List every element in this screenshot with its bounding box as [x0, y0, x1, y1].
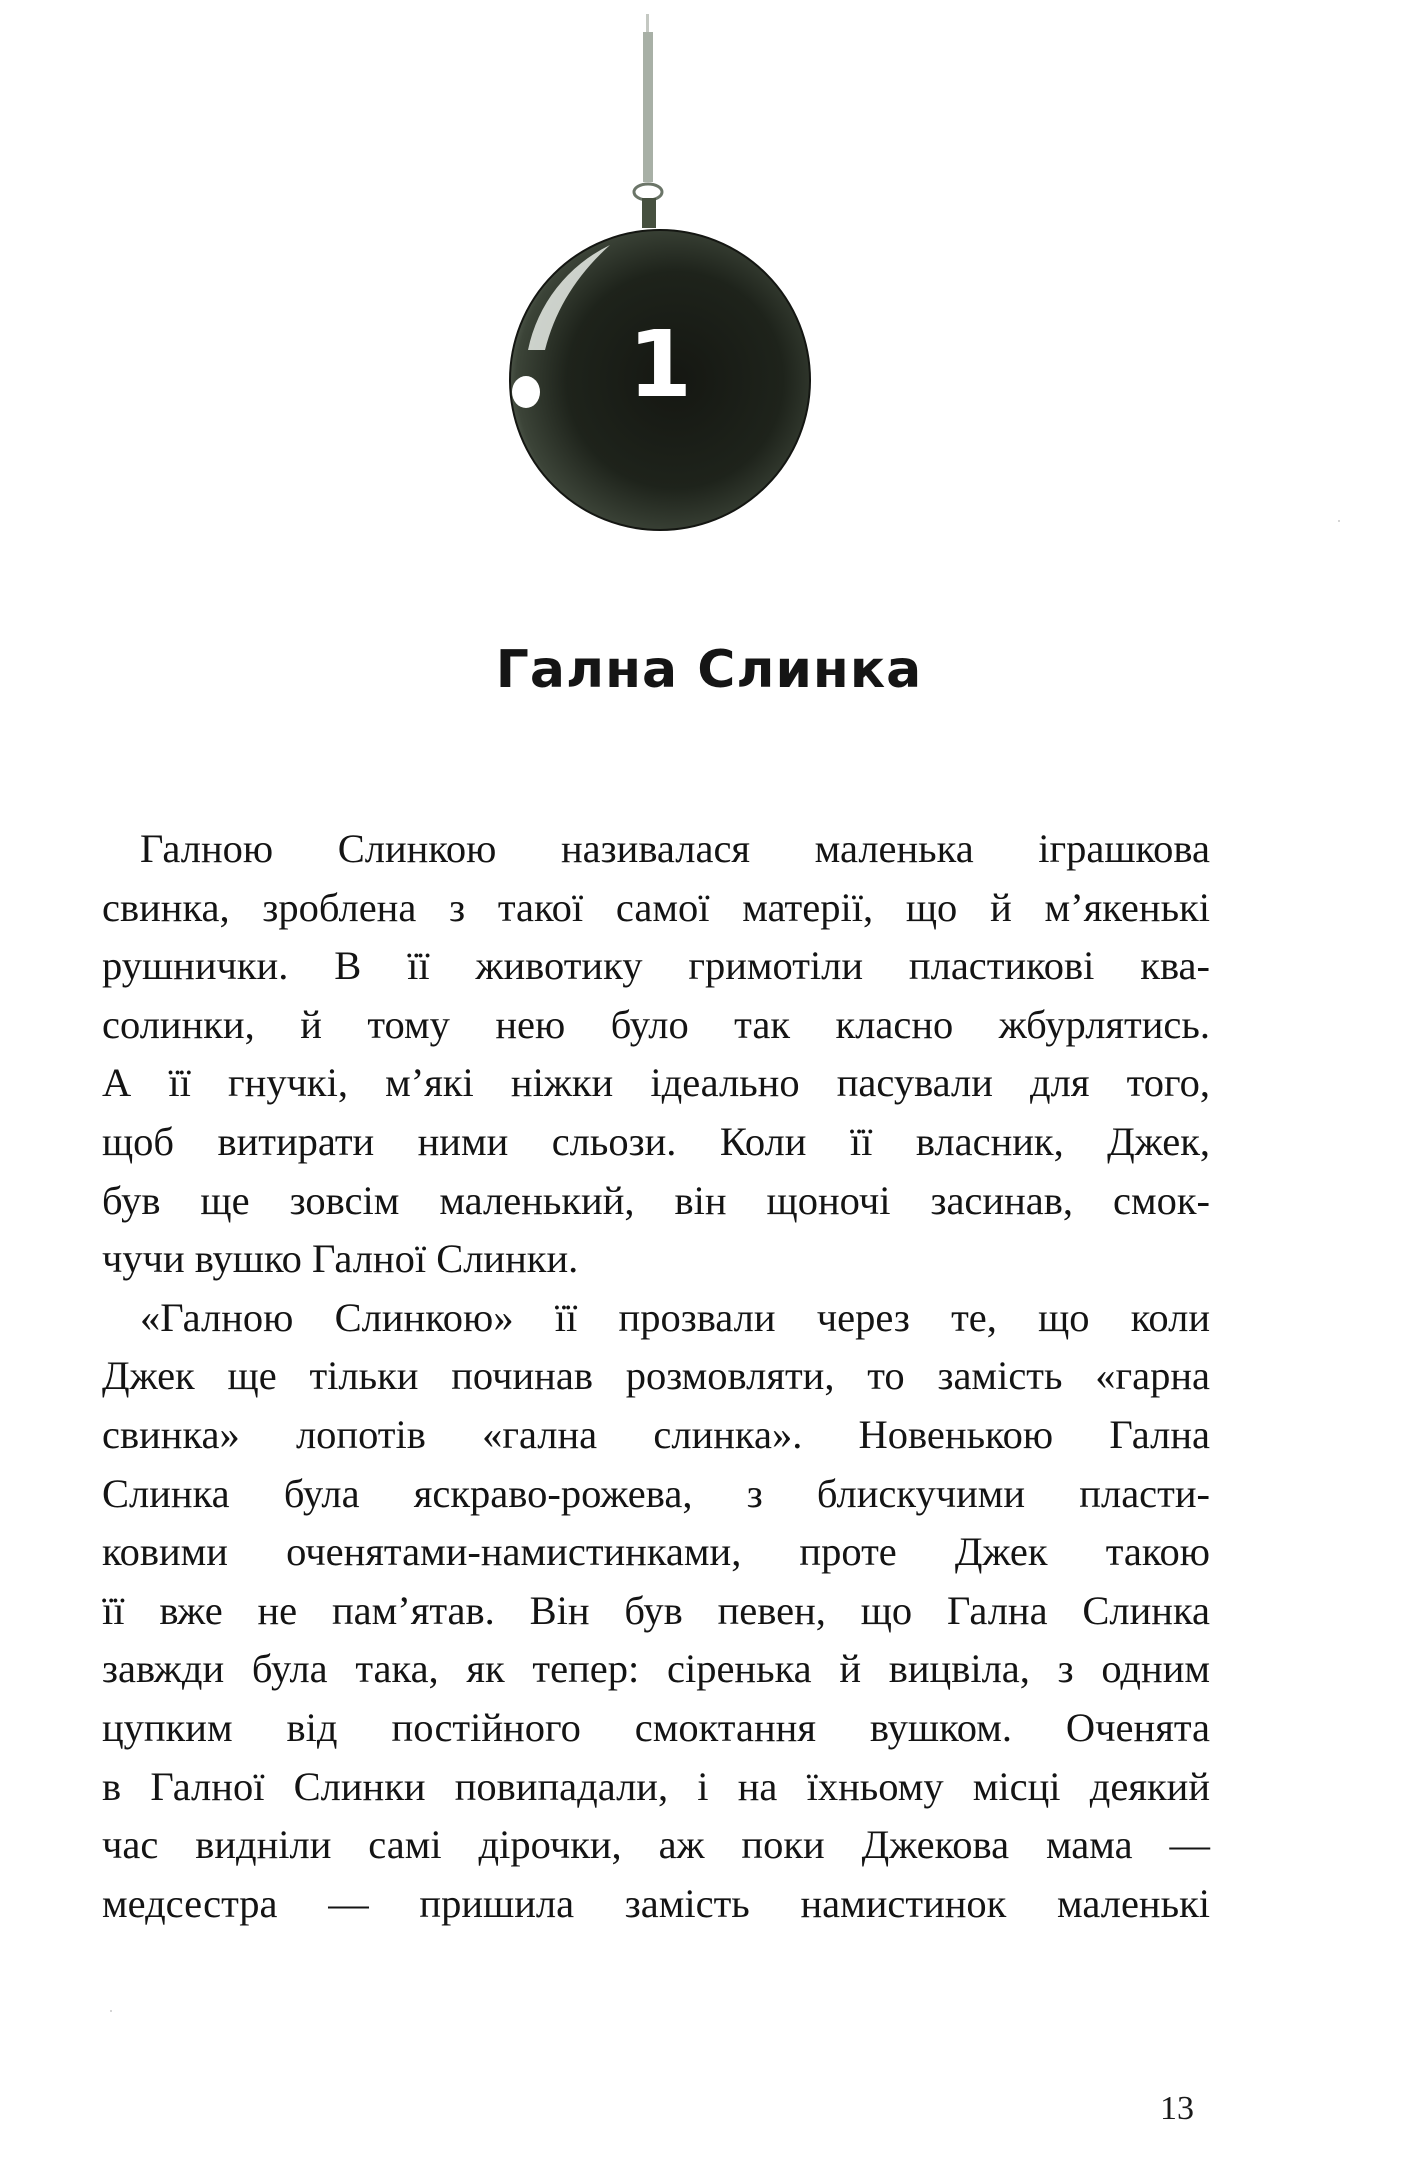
- text-line: медсестра — пришила замість намистинок маленькі: [102, 1880, 1210, 1926]
- page-number: 13: [1160, 2090, 1194, 2127]
- text-line: А її гнучкі, м’які ніжки ідеально пасували для того,: [102, 1060, 1210, 1106]
- text-line: час видніли самі дірочки, аж поки Джекова мама —: [102, 1822, 1210, 1868]
- chapter-ornament: [0, 0, 1418, 540]
- text-line: щоб витирати ними сльози. Коли її власник, Джек,: [102, 1118, 1210, 1164]
- text-line: чучи вушко Галної Слинки.: [102, 1236, 579, 1282]
- chapter-title: Гална Слинка: [495, 640, 923, 700]
- chapter-number: 1: [627, 311, 692, 418]
- text-line: цупким від постійного смоктання вушком. Оченята: [102, 1704, 1210, 1750]
- text-line: завжди була така, як тепер: сіренька й вицвіла, з одним: [102, 1646, 1210, 1692]
- christmas-bauble-icon: [490, 0, 830, 540]
- text-line: ковими оченятами-намистинками, проте Джек такою: [102, 1529, 1210, 1575]
- text-line: Слинка була яскраво-рожева, з блискучими пласти-: [102, 1470, 1210, 1516]
- text-line: в Галної Слинки повипадали, і на їхньому місці деякий: [102, 1763, 1210, 1809]
- paragraph-2: [102, 1289, 1210, 1934]
- text-line: свинка» лопотів «гална слинка». Новенькою Гална: [102, 1411, 1210, 1457]
- text-line: свинка, зроблена з такої самої матерії, що й м’якенькі: [102, 884, 1210, 930]
- text-line: солинки, й тому нею було так класно жбурлятись.: [102, 1001, 1210, 1047]
- scan-speck: [110, 2010, 112, 2012]
- paragraph-1: [102, 820, 1210, 1289]
- text-line: був ще зовсім маленький, він щоночі засинав, смок-: [102, 1177, 1210, 1223]
- text-line: Галною Слинкою називалася маленька іграшкова: [140, 826, 1210, 871]
- text-line: її вже не пам’ятав. Він був певен, що Гална Слинка: [102, 1587, 1210, 1633]
- chapter-body: [102, 820, 1210, 1933]
- scan-speck: [1338, 520, 1340, 522]
- text-line: рушнички. В її животику гримотіли пластикові ква-: [102, 943, 1210, 989]
- text-line: «Галною Слинкою» її прозвали через те, що коли: [140, 1294, 1210, 1340]
- text-line: Джек ще тільки починав розмовляти, то замість «гарна: [102, 1353, 1210, 1399]
